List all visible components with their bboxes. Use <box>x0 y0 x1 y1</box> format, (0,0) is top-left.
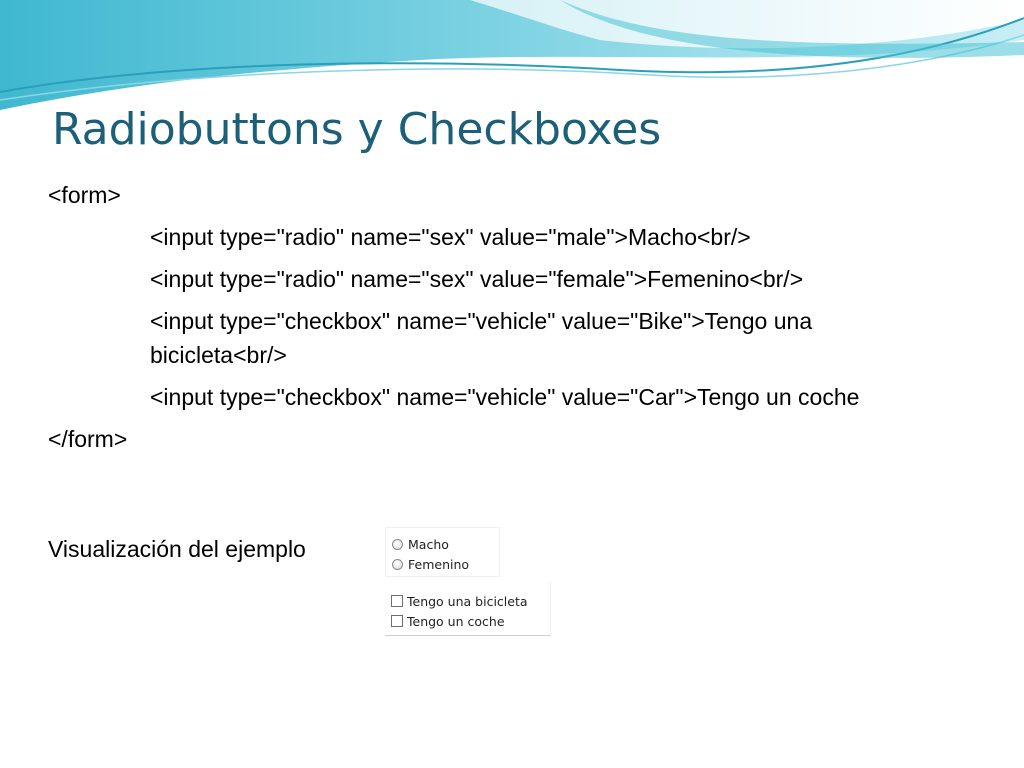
checkbox-demo-panel <box>385 583 551 636</box>
radio-option-femenino[interactable] <box>392 554 499 574</box>
code-line-checkbox-bike: <input type="checkbox" name="vehicle" value="Bike">Tengo una bicicleta<br/> <box>150 308 813 368</box>
radio-button-icon[interactable] <box>392 559 403 570</box>
checkbox-label: Tengo un coche <box>407 613 505 629</box>
slide-title: Radiobuttons y Checkboxes <box>52 104 662 155</box>
checkbox-option-coche[interactable] <box>391 611 550 631</box>
radio-button-icon[interactable] <box>392 539 403 550</box>
code-line-radio-female: <input type="radio" name="sex" value="female">Femenino<br/> <box>150 266 804 292</box>
checkbox-option-bicicleta[interactable] <box>391 591 550 611</box>
radio-label: Femenino <box>408 556 470 572</box>
radio-label: Macho <box>408 536 449 552</box>
radio-option-macho[interactable] <box>392 534 499 554</box>
code-line-form-open: <form> <box>48 182 121 208</box>
code-block <box>48 178 948 456</box>
checkbox-label: Tengo una bicicleta <box>407 593 528 609</box>
code-line-checkbox-car: <input type="checkbox" name="vehicle" value="Car">Tengo un coche <box>150 384 860 410</box>
code-line-radio-male: <input type="radio" name="sex" value="male">Macho<br/> <box>150 224 751 250</box>
checkbox-icon[interactable] <box>391 615 403 627</box>
code-line-form-close: </form> <box>48 426 128 452</box>
radio-demo-panel <box>385 527 500 577</box>
checkbox-icon[interactable] <box>391 595 403 607</box>
visualization-label: Visualización del ejemplo <box>48 536 306 562</box>
